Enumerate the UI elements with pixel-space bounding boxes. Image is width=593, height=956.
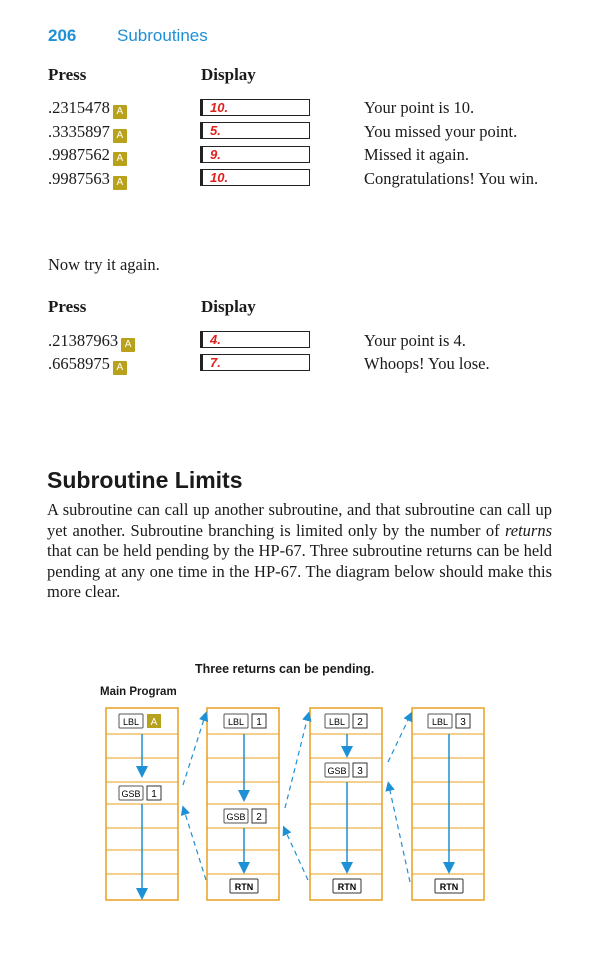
- svg-text:GSB: GSB: [121, 789, 141, 799]
- gsb-key-icon: [325, 763, 349, 777]
- digit-key-icon: [353, 714, 367, 728]
- press-entry: .9987562 A: [48, 144, 127, 166]
- main-program-column: [106, 708, 178, 900]
- display-heading: Display: [201, 297, 256, 316]
- gsb-key-icon: [224, 809, 248, 823]
- press-entry: .2315478 A: [48, 97, 127, 119]
- display-heading: Display: [201, 65, 256, 84]
- try-again-text: Now try it again.: [48, 255, 160, 274]
- subroutine-1-column: [207, 708, 279, 900]
- main-program-label: Main Program: [100, 686, 177, 698]
- svg-text:RTN: RTN: [439, 882, 459, 892]
- display-readout: 10.: [200, 169, 310, 186]
- section-paragraph: A subroutine can call up another subroutine, and that subroutine can call up yet another. Subroutine branching is limited only by the number of returns that can be held pending by the HP-67. Three subroutine returns can be held pending at any one time in the HP-67. The diagram below should make this more clear.: [47, 500, 552, 601]
- comment: Your point is 10.: [364, 98, 475, 117]
- press-entry: .9987563 A: [48, 168, 127, 190]
- display-readout: 9.: [200, 146, 310, 163]
- press-entry: .6658975 A: [48, 353, 127, 375]
- comment: You missed your point.: [364, 122, 518, 141]
- svg-text:2: 2: [256, 812, 262, 823]
- svg-text:LBL: LBL: [227, 717, 245, 727]
- digit-key-icon: [252, 809, 266, 823]
- press-heading: Press: [48, 297, 87, 316]
- svg-text:LBL: LBL: [328, 717, 346, 727]
- svg-text:3: 3: [357, 766, 363, 777]
- rtn-key-icon: [435, 879, 463, 893]
- subroutine-3-column: [412, 708, 484, 900]
- a-key-icon: A: [113, 105, 127, 119]
- lbl-key-icon: [428, 714, 452, 728]
- svg-text:GSB: GSB: [327, 766, 347, 776]
- gsb-key-icon: [119, 786, 143, 800]
- digit-key-icon: [456, 714, 470, 728]
- svg-text:2: 2: [357, 717, 363, 728]
- rtn-key-icon: [333, 879, 361, 893]
- subroutine-2-column: [310, 708, 382, 900]
- comment: Your point is 4.: [364, 331, 466, 350]
- svg-text:LBL: LBL: [122, 717, 140, 727]
- press-entry: .3335897 A: [48, 121, 127, 143]
- svg-text:LBL: LBL: [431, 717, 449, 727]
- press-heading: Press: [48, 65, 87, 84]
- a-key-icon: A: [113, 152, 127, 166]
- svg-text:3: 3: [460, 717, 466, 728]
- display-readout: 7.: [200, 354, 310, 371]
- a-key-icon: A: [113, 129, 127, 143]
- svg-text:1: 1: [151, 789, 157, 800]
- a-key-icon: A: [113, 361, 127, 375]
- display-readout: 4.: [200, 331, 310, 348]
- press-entry: .21387963 A: [48, 330, 135, 352]
- lbl-key-icon: [224, 714, 248, 728]
- svg-text:RTN: RTN: [234, 882, 254, 892]
- page-header-title: Subroutines: [117, 26, 208, 45]
- comment: Whoops! You lose.: [364, 354, 490, 373]
- display-readout: 5.: [200, 122, 310, 139]
- a-key-icon: A: [113, 176, 127, 190]
- digit-key-icon: [147, 786, 161, 800]
- a-key-icon: A: [121, 338, 135, 352]
- comment: Missed it again.: [364, 145, 469, 164]
- a-key-icon: [147, 714, 161, 728]
- lbl-key-icon: [325, 714, 349, 728]
- section-title: Subroutine Limits: [47, 467, 243, 493]
- digit-key-icon: [252, 714, 266, 728]
- comment: Congratulations! You win.: [364, 169, 539, 188]
- svg-text:1: 1: [256, 717, 262, 728]
- svg-text:A: A: [150, 717, 158, 728]
- page-number: 206: [48, 26, 77, 45]
- diagram-title: Three returns can be pending.: [195, 662, 375, 676]
- lbl-key-icon: [119, 714, 143, 728]
- subroutine-diagram: [0, 700, 593, 910]
- svg-text:GSB: GSB: [226, 812, 246, 822]
- svg-text:RTN: RTN: [337, 882, 357, 892]
- display-readout: 10.: [200, 99, 310, 116]
- rtn-key-icon: [230, 879, 258, 893]
- digit-key-icon: [353, 763, 367, 777]
